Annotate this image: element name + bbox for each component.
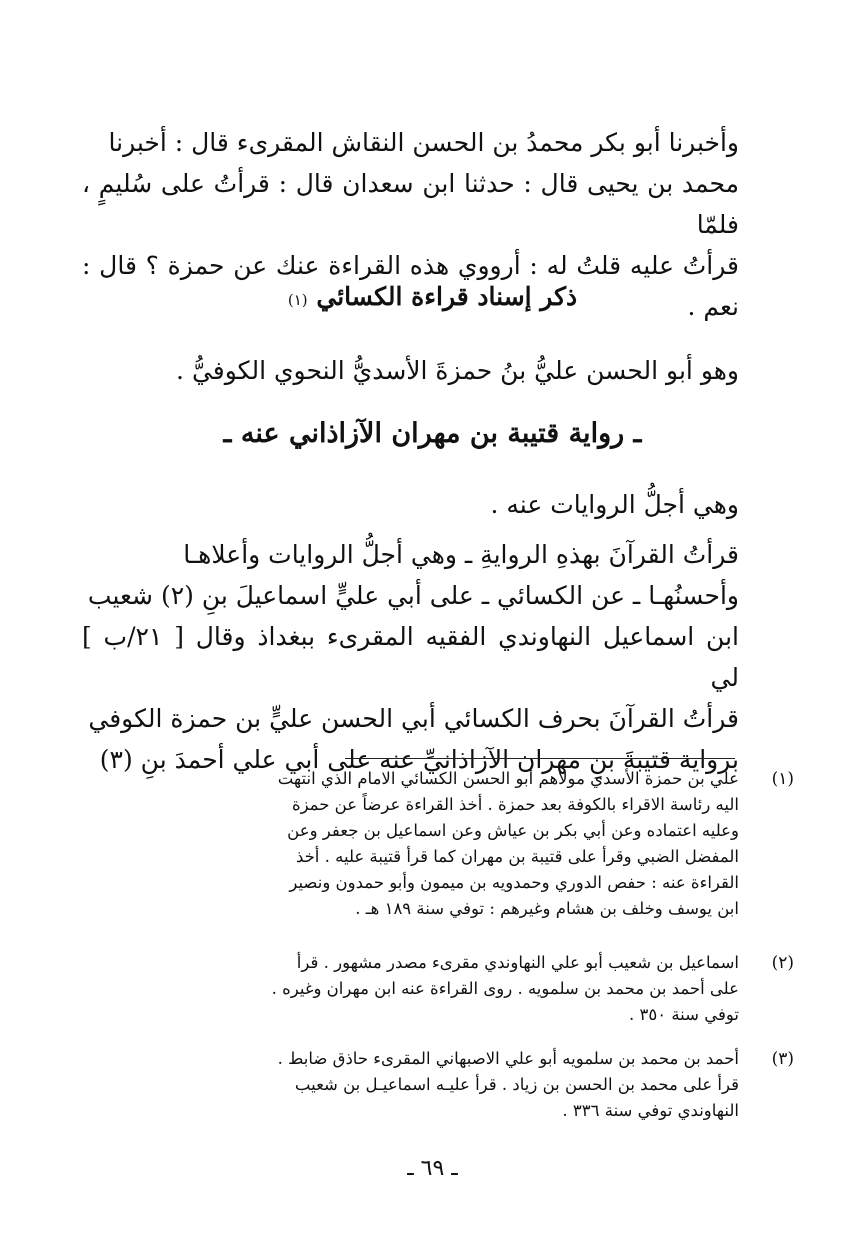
footnote-line: توفي سنة ٣٥٠ . <box>629 1005 739 1024</box>
text-line: وأخبرنا أبو بكر محمدُ بن الحسن النقاش المقرىء قال : أخبرنا <box>108 128 739 157</box>
footnote-1 <box>82 766 794 922</box>
short-line <box>82 484 739 525</box>
footnote-line: ابن يوسف وخلف بن هشام وغيرهم : توفي سنة ١٨٩ هـ . <box>355 899 739 918</box>
text-line: قرأتُ عليه قلتُ له : أرووي هذه القراءة عنك عن حمزة ؟ قال : نعم . <box>82 251 739 321</box>
subsection-heading <box>0 418 865 449</box>
footnote-text <box>82 950 739 1028</box>
section-heading-text: ذكر إسناد قراءة الكسائي <box>316 282 578 311</box>
footnote-2 <box>82 950 794 1028</box>
text-line: وأحسنُهـا ـ عن الكسائي ـ على أبي عليٍّ اسماعيلَ بنِ (٢) شعيب <box>87 581 739 610</box>
footnote-line: وعليه اعتماده وعن أبي بكر بن عياش وعن اسماعيل بن جعفر وعن <box>287 821 739 840</box>
text-line: ابن اسماعيل النهاوندي الفقيه المقرىء ببغداذ وقال [ ٢١/ب ] لي <box>82 622 739 692</box>
footnote-line: قرأ على محمد بن الحسن بن زياد . قرأ عليـه اسماعيـل بن شعيب <box>294 1075 739 1094</box>
footnote-text <box>82 1046 739 1124</box>
footnote-line: علي بن حمزة الأسدي مولاهم أبو الحسن الكسائي الامام الذي انتهت <box>277 769 739 788</box>
paragraph-qutayba <box>82 534 739 780</box>
subsection-heading-text: ـ رواية قتيبة بن مهران الآزاذاني عنه ـ <box>223 418 642 449</box>
text-line: محمد بن يحيى قال : حدثنا ابن سعدان قال : قرأتُ على سُليمٍ ، فلمّا <box>82 169 739 239</box>
footnote-number: (٣) <box>771 1049 794 1069</box>
footnote-line: أحمد بن محمد بن سلمويه أبو علي الاصبهاني المقرىء حاذق ضابط . <box>277 1049 739 1068</box>
text-line: قرأتُ القرآنَ بحرف الكسائي أبي الحسن عليٍّ بن حمزة الكوفي <box>88 704 739 733</box>
text-line: قرأتُ القرآنَ بهذهِ الروايةِ ـ وهي أجلُّ الروايات وأعلاهـا <box>183 540 739 569</box>
footnote-line: اليه رئاسة الاقراء بالكوفة بعد حمزة . أخذ القراءة عرضاً عن حمزة <box>291 795 739 814</box>
footnote-line: اسماعيل بن شعيب أبو علي النهاوندي مقرىء مصدر مشهور . قرأ <box>296 953 739 972</box>
footnote-number: (٢) <box>771 953 794 973</box>
footnote-3 <box>82 1046 794 1124</box>
page-number: ـ ٦٩ ـ <box>407 1156 458 1181</box>
footnote-text <box>82 766 739 922</box>
footnote-ref: (١) <box>287 291 308 309</box>
footnote-line: على أحمد بن محمد بن سلمويه . روى القراءة عنه ابن مهران وغيره . <box>271 979 739 998</box>
footnote-number: (١) <box>771 769 794 789</box>
intro-line <box>82 350 739 391</box>
text-line: وهي أجلُّ الروايات عنه . <box>490 490 739 519</box>
footnote-line: النهاوندي توفي سنة ٣٣٦ . <box>562 1101 739 1120</box>
text-line: برواية قتيبةَ بنِ مهران الآزاذانيِّ عنه على أبي علي أحمدَ بنِ (٣) <box>99 745 739 774</box>
section-heading <box>0 282 865 311</box>
footnote-line: المفضل الضبي وقرأ على قتيبة بن مهران كما قرأ قتيبة عليه . أخذ <box>295 847 739 866</box>
footnote-line: القراءة عنه : حفص الدوري وحمدويه بن ميمون وأبو حمدون ونصير <box>289 873 739 892</box>
text-line: وهو أبو الحسن عليُّ بنُ حمزةَ الأسديُّ النحوي الكوفيُّ . <box>176 356 739 385</box>
footnote-divider <box>345 758 735 759</box>
